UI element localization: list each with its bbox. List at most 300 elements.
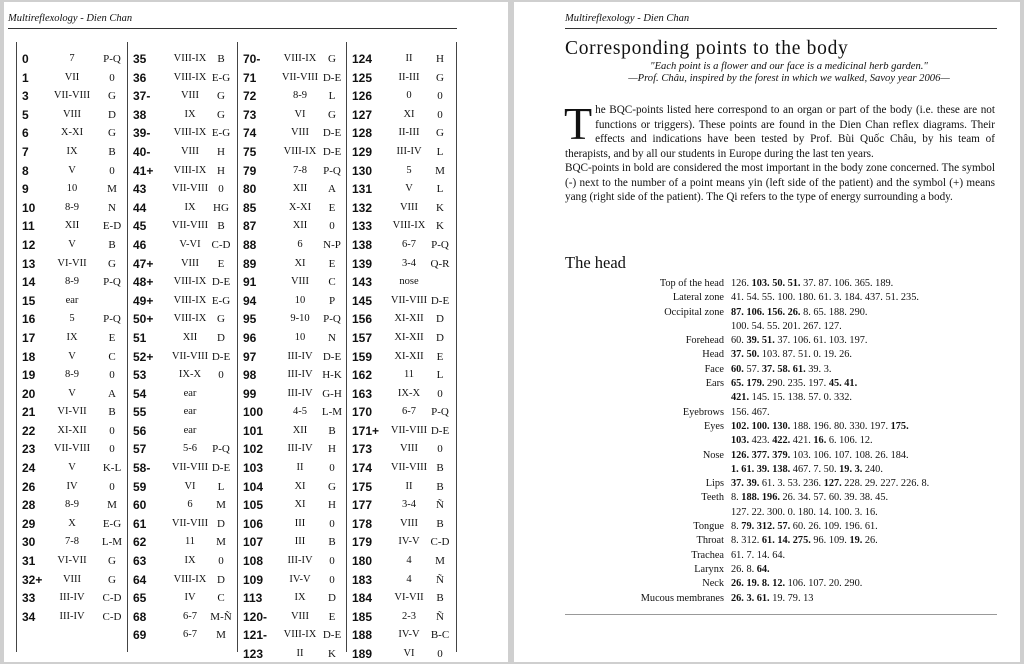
- line-value: D-E: [211, 350, 231, 363]
- point-number: 49+: [133, 293, 154, 308]
- line-value: H: [328, 499, 336, 512]
- zone-value: 10: [294, 294, 306, 306]
- point: 6. 106. 12.: [826, 435, 873, 447]
- line-value: 0: [218, 369, 224, 382]
- point-number: 35: [133, 52, 147, 66]
- head-zone-row: [574, 592, 1014, 606]
- point-bold: 16.: [813, 435, 827, 447]
- left-page: [4, 2, 508, 662]
- point-number: 170: [352, 405, 373, 420]
- zone-value: IV: [66, 480, 78, 492]
- zone-value: 6-7: [402, 406, 416, 418]
- zone-value: 7-8: [293, 164, 307, 176]
- line-value: 0: [329, 555, 335, 568]
- point-number: 54: [133, 386, 147, 401]
- point-number: 174: [352, 461, 373, 476]
- zone-label: Neck: [702, 578, 724, 590]
- line-value: L-M: [101, 536, 123, 549]
- point: 39. 3.: [805, 363, 832, 375]
- point-number: 80: [243, 182, 257, 197]
- zone-value: VI-VII: [394, 592, 424, 604]
- zone-value: 7-8: [65, 536, 79, 548]
- point-bold: 103. 50. 51.: [751, 278, 801, 289]
- zone-value: III-IV: [59, 592, 85, 604]
- line-value: B: [328, 536, 336, 549]
- point: 188. 196. 80. 330. 197.: [790, 420, 891, 432]
- point-bold: 37. 39.: [731, 478, 760, 490]
- point-number: 31: [22, 554, 36, 569]
- zone-value: IV-V: [398, 536, 420, 548]
- point: 60. 26. 109. 196. 61.: [790, 521, 878, 533]
- line-value: M-Ñ: [210, 610, 232, 623]
- column-separator: [237, 42, 238, 652]
- zone-points: [731, 549, 1011, 563]
- line-value: B: [217, 220, 225, 233]
- zone-value: II: [405, 53, 413, 64]
- line-value: B: [436, 462, 444, 475]
- point: 103. 87. 51. 0. 19. 26.: [759, 349, 852, 361]
- zone-value: 5: [406, 164, 412, 176]
- line-value: G: [436, 127, 444, 140]
- zone-label: [574, 463, 731, 477]
- line-value: D: [436, 313, 444, 326]
- point-number: 184: [352, 591, 373, 606]
- point: 26.: [862, 535, 878, 547]
- line-value: 0: [109, 424, 115, 437]
- zone-value: 8-9: [65, 276, 79, 288]
- point-number: 24: [22, 461, 36, 476]
- line-value: G: [217, 108, 225, 121]
- point-bold: 19.: [849, 535, 863, 547]
- column-separator: [456, 42, 457, 652]
- point-number: 156: [352, 312, 373, 327]
- line-value: G: [328, 53, 336, 65]
- line-value: G: [217, 313, 225, 326]
- point-bold: 103.: [731, 435, 750, 447]
- zone-value: VII-VIII: [390, 462, 428, 474]
- zone-label: [574, 391, 731, 405]
- zone-label: Eyes: [703, 420, 724, 432]
- point-number: 131: [352, 182, 373, 197]
- point-bold: 26. 19. 8. 12.: [731, 578, 786, 590]
- zone-value: IX: [66, 331, 78, 343]
- point: 8.: [731, 521, 742, 533]
- line-value: D-E: [430, 294, 450, 307]
- head-zone-row: [574, 563, 1014, 577]
- zone-value: VIII-IX: [173, 294, 207, 306]
- head-zone-row: [574, 463, 1014, 477]
- point-number: 7: [22, 144, 29, 159]
- point: 8.: [731, 492, 742, 504]
- zone-value: VIII-IX: [283, 145, 317, 157]
- zone-value: 7: [69, 53, 75, 64]
- zone-value: IX: [66, 145, 78, 157]
- point-number: 129: [352, 144, 373, 159]
- point-bold: 87. 106. 156. 26.: [731, 306, 801, 318]
- point-number: 13: [22, 256, 36, 271]
- line-value: N-P: [323, 238, 341, 251]
- line-value: Ñ: [436, 610, 444, 623]
- section-title: The head: [565, 253, 626, 272]
- point-number: 124: [352, 52, 373, 66]
- line-value: K: [436, 201, 444, 214]
- zone-value: III-IV: [287, 350, 313, 362]
- zone-value: X-XI: [60, 127, 84, 139]
- line-value: E-G: [211, 71, 231, 84]
- point-number: 175: [352, 479, 373, 494]
- point: 100. 54. 55. 201. 267. 127.: [731, 320, 842, 332]
- zone-value: ear: [183, 424, 197, 436]
- point: 8. 312.: [731, 535, 762, 547]
- zone-value: IX: [294, 592, 306, 604]
- zone-value: III-IV: [287, 555, 313, 567]
- point: 423.: [749, 435, 773, 447]
- column-separator: [16, 42, 17, 652]
- zone-points: [731, 334, 1011, 348]
- line-value: E-G: [211, 294, 231, 307]
- zone-value: II-III: [398, 127, 420, 139]
- point-number: 180: [352, 554, 373, 569]
- line-value: K-L: [102, 462, 122, 475]
- zone-value: VIII: [399, 201, 419, 213]
- point-bold: 65. 179.: [731, 378, 765, 390]
- zone-value: V-VI: [179, 238, 201, 250]
- zone-value: VIII: [62, 108, 82, 120]
- line-value: E-G: [102, 517, 122, 530]
- column-separator: [127, 42, 128, 652]
- line-value: B: [436, 592, 444, 605]
- zone-value: III-IV: [287, 443, 313, 455]
- point: 8. 65. 188. 290.: [800, 306, 868, 318]
- point-number: 29: [22, 516, 36, 531]
- point-bold: 421.: [731, 392, 750, 404]
- zone-value: VII: [64, 71, 80, 83]
- point-number: 99: [243, 386, 257, 401]
- head-zone-row: [574, 363, 1014, 377]
- point-number: 177: [352, 498, 373, 513]
- zone-label: Forehead: [685, 335, 724, 347]
- point: 240.: [862, 463, 883, 475]
- line-value: D-E: [322, 629, 342, 642]
- zone-label: [574, 506, 731, 520]
- point: 156. 467.: [731, 406, 770, 418]
- point-number: 179: [352, 535, 373, 550]
- zone-value: 6: [297, 238, 303, 250]
- zone-value: VI: [294, 108, 306, 120]
- point-number: 43: [133, 182, 147, 197]
- point-number: 14: [22, 275, 36, 290]
- point-number: 52+: [133, 349, 154, 364]
- line-value: P-Q: [431, 406, 449, 419]
- line-value: G: [217, 90, 225, 103]
- point-number: 94: [243, 293, 257, 308]
- head-zone-row: [574, 320, 1014, 334]
- line-value: L: [436, 183, 444, 196]
- point-number: 107: [243, 535, 264, 550]
- line-value: P-Q: [103, 53, 121, 65]
- zone-points: [731, 291, 1011, 305]
- line-value: G: [108, 555, 116, 568]
- zone-value: 0: [406, 90, 412, 102]
- point-number: 16: [22, 312, 36, 327]
- line-value: M: [107, 499, 117, 512]
- zone-value: 4: [406, 573, 412, 585]
- point-number: 143: [352, 275, 373, 290]
- head-zone-row: [574, 377, 1014, 391]
- point-number: 57: [133, 442, 147, 457]
- head-zone-row: [574, 277, 1014, 291]
- line-value: H: [217, 145, 225, 158]
- zone-value: 4: [406, 555, 412, 567]
- line-value: G: [436, 71, 444, 84]
- point-number: 1: [22, 70, 29, 85]
- line-value: Q-R: [430, 257, 450, 270]
- head-zone-row: [574, 491, 1014, 505]
- point-bold: 126. 377. 379.: [731, 449, 791, 461]
- point-number: 15: [22, 293, 36, 308]
- point-number: 69: [133, 628, 147, 643]
- line-value: H-K: [322, 369, 342, 382]
- point-number: 38: [133, 107, 147, 122]
- point-bold: 175.: [890, 420, 909, 432]
- zone-value: V: [405, 183, 413, 195]
- zone-value: XI-XII: [394, 313, 424, 325]
- point-number: 6: [22, 126, 29, 141]
- line-value: D: [217, 573, 225, 586]
- zone-points: [731, 577, 1011, 591]
- line-value: K: [436, 220, 444, 233]
- running-title-right: Multireflexology - Dien Chan: [565, 13, 690, 24]
- line-value: G: [108, 573, 116, 586]
- point-number: 11: [22, 219, 35, 234]
- zone-points: [731, 463, 1011, 477]
- line-value: C: [328, 276, 336, 289]
- line-value: L: [328, 90, 336, 103]
- point-number: 18: [22, 349, 36, 364]
- zone-points: [731, 377, 1011, 391]
- line-value: D: [217, 517, 225, 530]
- line-value: B: [108, 406, 116, 419]
- point-number: 185: [352, 609, 373, 624]
- zone-value: III-IV: [396, 145, 422, 157]
- line-value: P-Q: [103, 313, 121, 326]
- zone-value: XI: [294, 499, 306, 511]
- intro-text: [564, 98, 995, 205]
- line-value: 0: [329, 517, 335, 530]
- line-value: 0: [437, 443, 443, 456]
- line-value: C-D: [102, 610, 122, 623]
- point-number: 47+: [133, 256, 154, 271]
- zone-value: VII-VIII: [390, 424, 428, 436]
- zone-value: ear: [183, 406, 197, 418]
- zone-value: VI: [403, 648, 415, 659]
- point-bold: 45. 41.: [828, 378, 858, 390]
- zone-points: [731, 506, 1011, 520]
- point-number: 74: [243, 126, 257, 141]
- point-number: 96: [243, 330, 257, 345]
- line-value: E: [328, 610, 336, 623]
- zone-value: X: [68, 517, 76, 529]
- zone-label: Mucous membranes: [640, 592, 724, 604]
- point-number: 63: [133, 554, 147, 569]
- line-value: P-Q: [103, 276, 121, 289]
- zone-value: VI: [184, 480, 196, 492]
- line-value: B-C: [430, 629, 450, 642]
- zone-label: Head: [702, 349, 724, 361]
- zone-value: XI: [294, 480, 306, 492]
- point-number: 8: [22, 163, 29, 178]
- line-value: B: [436, 480, 444, 493]
- zone-value: V: [68, 350, 76, 362]
- zone-value: XI-XII: [394, 350, 424, 362]
- zone-value: VIII: [290, 276, 310, 288]
- line-value: L: [436, 369, 444, 382]
- zone-points: [731, 363, 1011, 377]
- point-number: 0: [22, 52, 29, 66]
- zone-value: IV: [184, 592, 196, 604]
- point-number: 48+: [133, 275, 154, 290]
- point-number: 159: [352, 349, 373, 364]
- running-title-left: Multireflexology - Dien Chan: [8, 13, 133, 24]
- point-number: 28: [22, 498, 36, 513]
- zone-value: 3-4: [402, 499, 416, 511]
- zone-value: XII: [292, 220, 308, 232]
- point-number: 72: [243, 89, 257, 104]
- point-number: 145: [352, 293, 373, 308]
- zone-value: VIII-IX: [173, 313, 207, 325]
- point-number: 23: [22, 442, 36, 457]
- line-value: A: [108, 387, 116, 400]
- zone-value: V: [68, 387, 76, 399]
- line-value: M: [216, 536, 226, 549]
- zone-value: XII: [64, 220, 80, 232]
- point-number: 36: [133, 70, 147, 85]
- point: 106. 107. 20. 290.: [785, 578, 863, 590]
- point-number: 44: [133, 200, 147, 215]
- head-points-list: [574, 277, 1014, 606]
- point-bold: 19. 3.: [839, 463, 863, 475]
- line-value: E: [328, 201, 336, 214]
- point: 467. 7. 50.: [790, 463, 840, 475]
- point-number: 73: [243, 107, 257, 122]
- point-number: 126: [352, 89, 373, 104]
- zone-label: Occipital zone: [664, 306, 724, 318]
- point-bold: 37. 58. 61.: [761, 363, 806, 375]
- header-rule-right: [565, 28, 997, 29]
- zone-label: Larynx: [694, 563, 724, 575]
- zone-value: III-IV: [287, 387, 313, 399]
- zone-value: II: [405, 480, 413, 492]
- point-number: 41+: [133, 163, 154, 178]
- point-number: 85: [243, 200, 257, 215]
- zone-value: 10: [294, 331, 306, 343]
- zone-value: VIII: [180, 257, 200, 269]
- zone-points: [731, 491, 1011, 505]
- line-value: D-E: [322, 145, 342, 158]
- header-rule-left: [8, 28, 457, 29]
- line-value: 0: [437, 648, 443, 660]
- line-value: M: [107, 183, 117, 196]
- zone-value: VII-VIII: [171, 220, 209, 232]
- head-zone-row: [574, 520, 1014, 534]
- line-value: 0: [109, 480, 115, 493]
- zone-label: Lateral zone: [672, 292, 724, 304]
- point-number: 138: [352, 237, 373, 252]
- point-number: 59: [133, 479, 147, 494]
- zone-value: 8-9: [293, 90, 307, 102]
- zone-points: [731, 277, 1011, 291]
- zone-label: Trachea: [691, 549, 724, 561]
- point-number: 68: [133, 609, 147, 624]
- point-number: 123: [243, 647, 264, 661]
- point-number: 127: [352, 107, 373, 122]
- line-value: B: [217, 53, 225, 65]
- zone-value: VIII: [180, 145, 200, 157]
- line-value: D-E: [430, 424, 450, 437]
- zone-value: 2-3: [402, 610, 416, 622]
- zone-label: Ears: [705, 378, 724, 390]
- point-number: 71: [243, 70, 257, 85]
- point-number: 40-: [133, 144, 151, 159]
- zone-label: Tongue: [693, 521, 724, 533]
- point: 126.: [731, 278, 752, 289]
- head-zone-row: [574, 549, 1014, 563]
- zone-points: [731, 406, 1011, 420]
- point-number: 157: [352, 330, 373, 345]
- line-value: P-Q: [323, 313, 341, 326]
- point-number: 128: [352, 126, 373, 141]
- line-value: 0: [329, 573, 335, 586]
- zone-points: [731, 420, 1011, 434]
- point-bold: 64.: [756, 563, 770, 575]
- point-bold: 26. 3. 61.: [731, 592, 770, 604]
- head-zone-row: [574, 306, 1014, 320]
- line-value: C: [217, 592, 225, 605]
- zone-value: 8-9: [65, 201, 79, 213]
- point: 26. 34. 57. 60. 39. 38. 45.: [779, 492, 889, 504]
- line-value: D: [436, 331, 444, 344]
- zone-label: Lips: [705, 478, 724, 490]
- point-number: 34: [22, 609, 36, 624]
- zone-value: VIII: [62, 573, 82, 585]
- zone-value: VII-VIII: [390, 294, 428, 306]
- point-bold: 422.: [772, 435, 791, 447]
- zone-value: V: [68, 164, 76, 176]
- line-value: G: [108, 257, 116, 270]
- point-number: 106: [243, 516, 264, 531]
- drop-cap: T: [564, 98, 593, 149]
- zone-value: XI: [403, 108, 415, 120]
- point: 37. 87. 106. 365. 189.: [800, 278, 894, 289]
- point-number: 32+: [22, 572, 43, 587]
- point: 228. 29. 227. 226. 8.: [841, 478, 930, 490]
- line-value: C-D: [430, 536, 450, 549]
- bottom-rule: [565, 614, 997, 615]
- line-value: M: [216, 499, 226, 512]
- zone-value: VIII-IX: [392, 220, 426, 232]
- line-value: D: [328, 592, 336, 605]
- line-value: B: [436, 517, 444, 530]
- point-number: 58-: [133, 461, 151, 476]
- zone-label: Top of the head: [659, 278, 724, 289]
- point-number: 26: [22, 479, 36, 494]
- zone-value: nose: [399, 276, 419, 288]
- line-value: 0: [109, 164, 115, 177]
- point-bold: 1. 61. 39. 138.: [731, 463, 791, 475]
- zone-value: VII-VIII: [171, 350, 209, 362]
- zone-value: III: [294, 517, 306, 529]
- zone-value: XI-XII: [394, 331, 424, 343]
